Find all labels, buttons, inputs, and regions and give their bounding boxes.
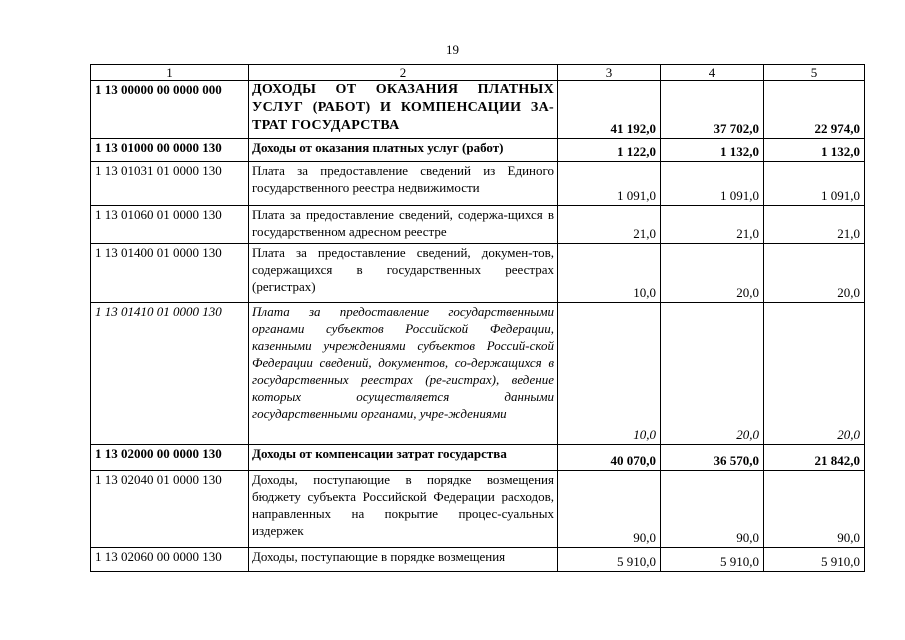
column-header: 4: [661, 65, 764, 81]
amount-cell: 21,0: [558, 206, 661, 244]
amount-cell: 5 910,0: [558, 548, 661, 572]
amount-cell: 90,0: [558, 471, 661, 548]
revenue-name-cell: Плата за предоставление государственными органами субъектов Российской Федерации, казенными учреждениями субъектов Россий-ской Федерации сведений, документов, со-держащихся в государственных реестрах (ре-гистрах), ведение которых осуществляется данными государственными органами, учре-ждениями: [249, 303, 558, 445]
table-row: [91, 244, 865, 303]
budget-code-cell: 1 13 00000 00 0000 000: [91, 81, 249, 139]
revenue-name-cell: Доходы от компенсации затрат государства: [249, 445, 558, 471]
amount-cell: 20,0: [764, 303, 865, 445]
amount-cell: 10,0: [558, 303, 661, 445]
budget-code-cell: 1 13 02060 00 0000 130: [91, 548, 249, 572]
amount-cell: 5 910,0: [764, 548, 865, 572]
budget-code-cell: 1 13 02040 01 0000 130: [91, 471, 249, 548]
amount-cell: 20,0: [764, 244, 865, 303]
table-row: [91, 162, 865, 206]
page-number: 19: [446, 42, 459, 57]
revenue-name-cell: Доходы, поступающие в порядке возмещения: [249, 548, 558, 572]
amount-cell: 1 122,0: [558, 139, 661, 162]
column-number-row: [91, 65, 865, 81]
revenue-name-cell: Доходы от оказания платных услуг (работ): [249, 139, 558, 162]
revenue-name-cell: Плата за предоставление сведений из Единого государственного реестра недвижимости: [249, 162, 558, 206]
column-header: 1: [91, 65, 249, 81]
amount-cell: 21 842,0: [764, 445, 865, 471]
amount-cell: 90,0: [661, 471, 764, 548]
amount-cell: 10,0: [558, 244, 661, 303]
amount-cell: 36 570,0: [661, 445, 764, 471]
table-row: [91, 548, 865, 572]
amount-cell: 1 091,0: [661, 162, 764, 206]
amount-cell: 1 091,0: [558, 162, 661, 206]
amount-cell: 21,0: [661, 206, 764, 244]
budget-code-cell: 1 13 01400 01 0000 130: [91, 244, 249, 303]
amount-cell: 20,0: [661, 303, 764, 445]
table-row: [91, 445, 865, 471]
table-row: [91, 303, 865, 445]
budget-code-cell: 1 13 02000 00 0000 130: [91, 445, 249, 471]
column-header: 5: [764, 65, 865, 81]
column-header: 2: [249, 65, 558, 81]
revenue-name-cell: Доходы, поступающие в порядке возмещения бюджету субъекта Российской Федерации расходов, направленных на покрытие процес-суальных издержек: [249, 471, 558, 548]
table-row: [91, 81, 865, 139]
table-row: [91, 139, 865, 162]
budget-code-cell: 1 13 01060 01 0000 130: [91, 206, 249, 244]
amount-cell: 1 132,0: [661, 139, 764, 162]
revenue-name-cell: ДОХОДЫ ОТ ОКАЗАНИЯ ПЛАТНЫХ УСЛУГ (РАБОТ) И КОМПЕНСАЦИИ ЗА-ТРАТ ГОСУДАРСТВА: [249, 81, 558, 139]
table-row: [91, 206, 865, 244]
amount-cell: 1 132,0: [764, 139, 865, 162]
column-header: 3: [558, 65, 661, 81]
revenue-table: [90, 64, 865, 572]
budget-code-cell: 1 13 01000 00 0000 130: [91, 139, 249, 162]
amount-cell: 37 702,0: [661, 81, 764, 139]
amount-cell: 21,0: [764, 206, 865, 244]
amount-cell: 41 192,0: [558, 81, 661, 139]
revenue-name-cell: Плата за предоставление сведений, докумен-тов, содержащихся в государственных реестрах (регистрах): [249, 244, 558, 303]
budget-code-cell: 1 13 01410 01 0000 130: [91, 303, 249, 445]
amount-cell: 5 910,0: [661, 548, 764, 572]
amount-cell: 22 974,0: [764, 81, 865, 139]
amount-cell: 1 091,0: [764, 162, 865, 206]
amount-cell: 40 070,0: [558, 445, 661, 471]
revenue-name-cell: Плата за предоставление сведений, содержа-щихся в государственном адресном реестре: [249, 206, 558, 244]
amount-cell: 20,0: [661, 244, 764, 303]
table-row: [91, 471, 865, 548]
budget-code-cell: 1 13 01031 01 0000 130: [91, 162, 249, 206]
amount-cell: 90,0: [764, 471, 865, 548]
